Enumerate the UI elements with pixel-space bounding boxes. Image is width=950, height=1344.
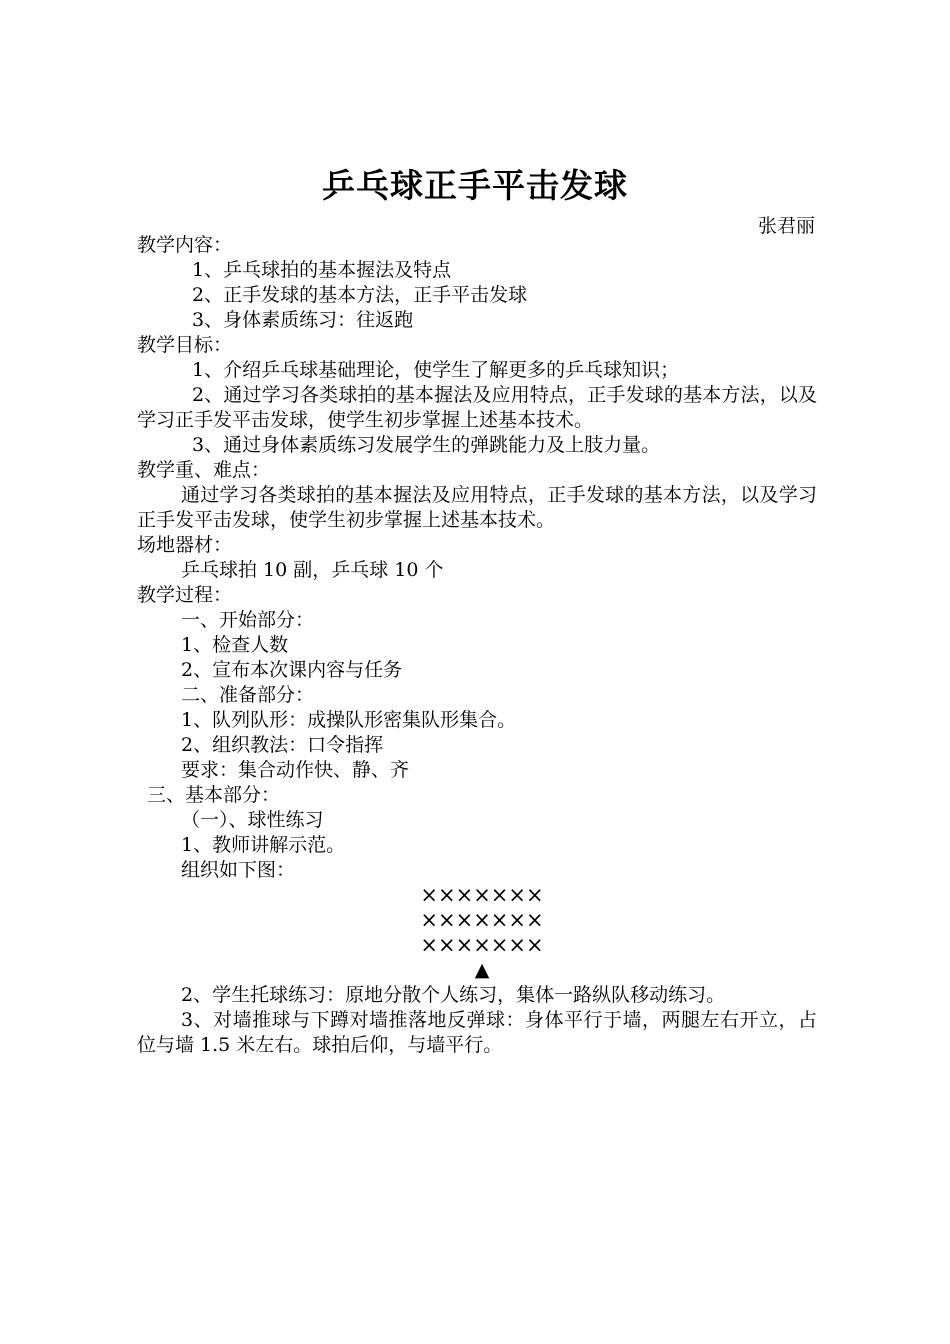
part3-item-3: 3、对墙推球与下蹲对墙推落地反弹球：身体平行于墙，两腿左右开立，占位与墙 1.5 米左右。球拍后仰，与墙平行。 [137, 1009, 817, 1056]
document-body [137, 233, 817, 1058]
part3-item-2: 2、学生托球练习：原地分散个人练习，集体一路纵队移动练习。 [181, 984, 726, 1006]
goals-heading: 教学目标： [137, 334, 233, 356]
teacher-triangle-icon: ▲ [474, 959, 490, 981]
formation-row-2: ××××××× [420, 908, 544, 932]
formation-diagram [137, 883, 817, 983]
part3-heading: 三、基本部分： [147, 784, 281, 806]
part1-item-2: 2、宣布本次课内容与任务 [181, 659, 403, 681]
formation-row-3: ××××××× [420, 933, 544, 957]
part3-organization: 组织如下图： [181, 859, 296, 881]
formation-row-1: ××××××× [420, 883, 544, 907]
key-points-heading: 教学重、难点： [137, 459, 271, 481]
part1-item-1: 1、检查人数 [181, 634, 289, 656]
part3-subheading: （一）、球性练习 [181, 809, 324, 831]
equipment-heading: 场地器材： [137, 534, 233, 556]
key-points-text: 通过学习各类球拍的基本握法及应用特点，正手发球的基本方法，以及学习正手发平击发球，使学生初步掌握上述基本技术。 [137, 484, 817, 531]
part1-heading: 一、开始部分： [181, 609, 315, 631]
part2-heading: 二、准备部分： [181, 684, 315, 706]
goal-item-3: 3、通过身体素质练习发展学生的弹跳能力及上肢力量。 [192, 434, 661, 456]
content-heading: 教学内容： [137, 234, 233, 256]
process-heading: 教学过程： [137, 584, 233, 606]
content-item-2: 2、正手发球的基本方法，正手平击发球 [192, 284, 528, 306]
part2-item-2: 2、组织教法：口令指挥 [181, 734, 384, 756]
content-item-1: 1、乒乓球拍的基本握法及特点 [192, 259, 452, 281]
content-item-3: 3、身体素质练习：往返跑 [192, 309, 414, 331]
author-name: 张君丽 [757, 215, 815, 237]
equipment-text: 乒乓球拍 10 副，乒乓球 10 个 [181, 559, 444, 581]
goal-item-2: 2、通过学习各类球拍的基本握法及应用特点，正手发球的基本方法，以及学习正手发平击发球，使学生初步掌握上述基本技术。 [137, 384, 817, 431]
part2-requirement: 要求：集合动作快、静、齐 [181, 759, 410, 781]
page-title: 乒乓球正手平击发球 [322, 166, 628, 205]
goal-item-1: 1、介绍乒乓球基础理论，使学生了解更多的乒乓球知识； [192, 359, 680, 381]
part2-item-1: 1、队列队形：成操队形密集队形集合。 [181, 709, 517, 731]
part3-item-1: 1、教师讲解示范。 [181, 834, 346, 856]
